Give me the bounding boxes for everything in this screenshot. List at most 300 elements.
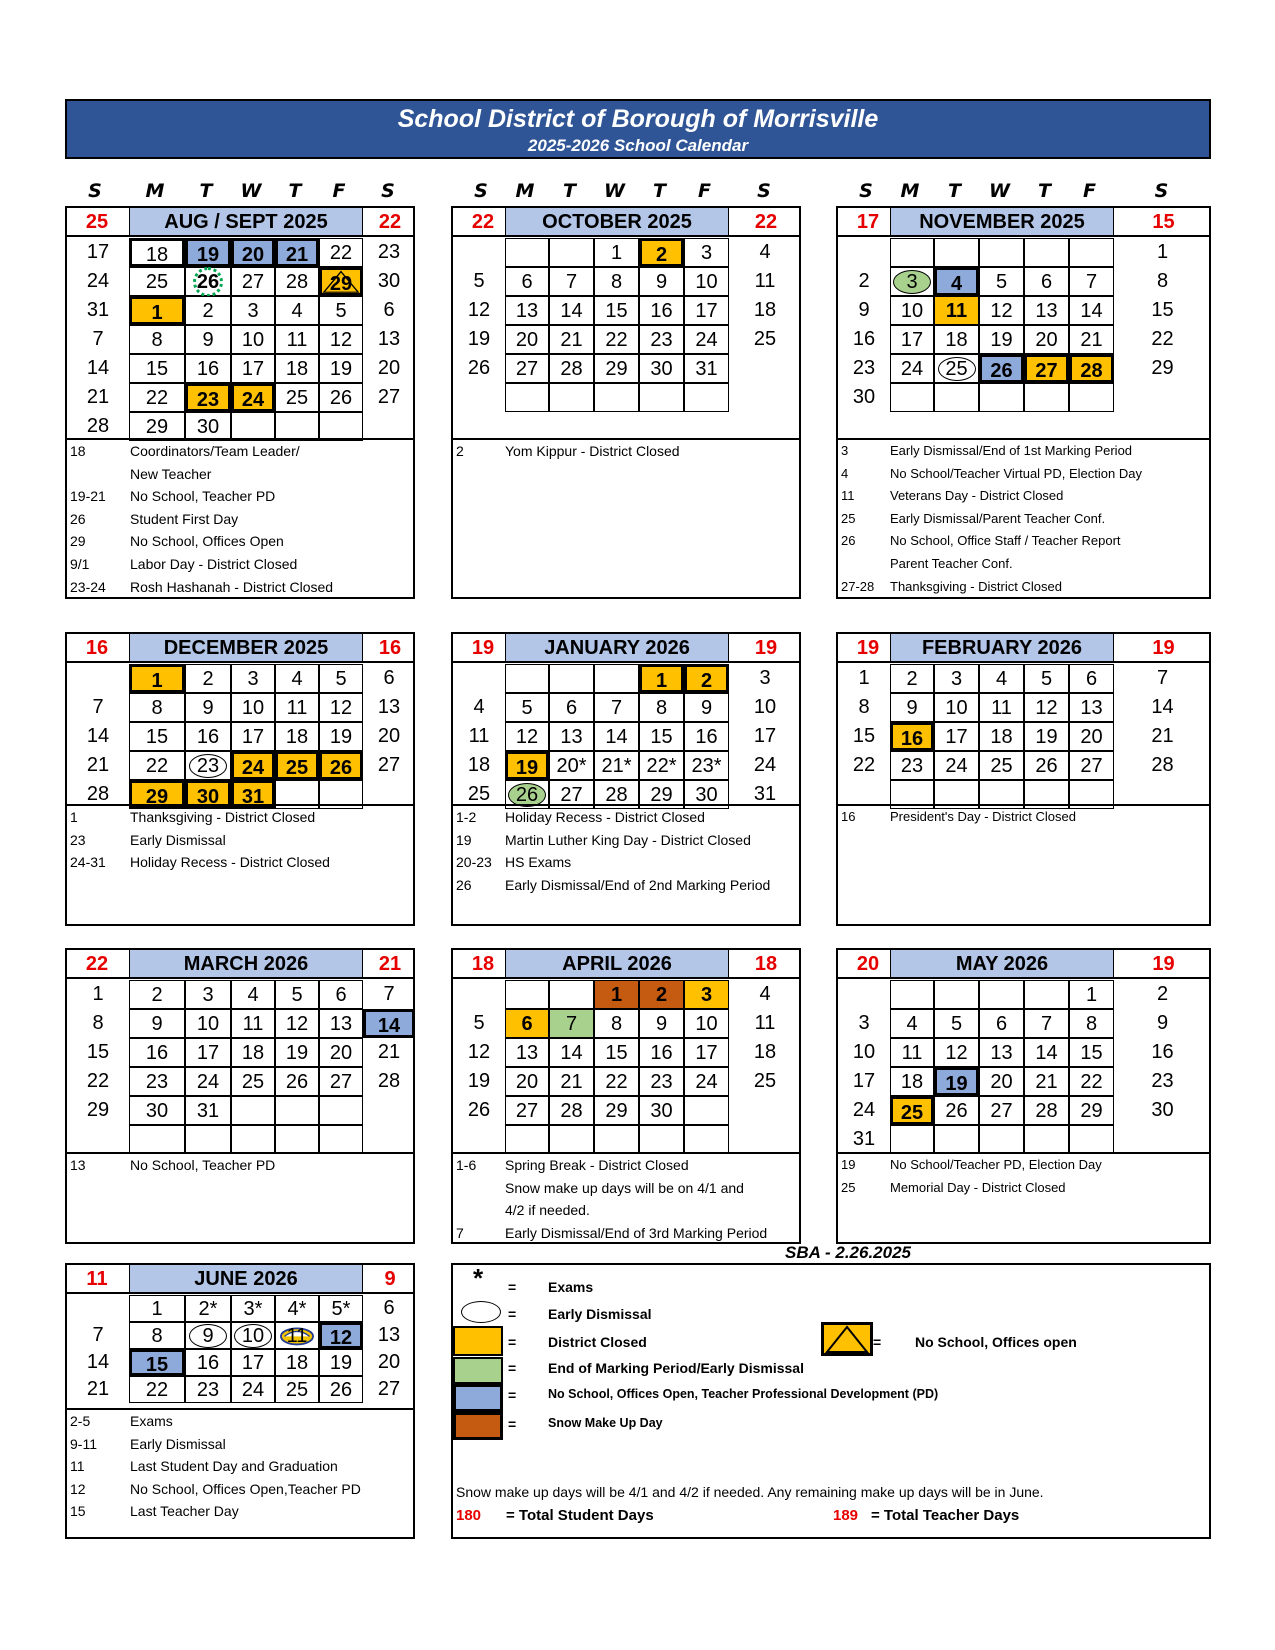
note-text: No School/Teacher Virtual PD, Election Day xyxy=(890,465,1142,481)
calendar-day xyxy=(838,980,890,1009)
calendar-day xyxy=(639,1067,684,1096)
calendar-day xyxy=(684,1067,729,1096)
day-number: 10 xyxy=(852,1041,876,1063)
day-number: 22 xyxy=(1151,328,1174,350)
calendar-day xyxy=(67,383,129,412)
legend-eq: = xyxy=(508,1306,517,1322)
calendar-day xyxy=(453,1125,505,1154)
calendar-day xyxy=(639,980,684,1009)
day-number: 5 xyxy=(521,697,533,719)
calendar-day xyxy=(275,1349,319,1376)
calendar-day xyxy=(185,1376,231,1403)
day-number: 18 xyxy=(285,726,309,748)
weekday-letter: T xyxy=(199,180,213,202)
calendar-day xyxy=(934,383,979,412)
day-number: 6 xyxy=(521,1013,533,1035)
day-number: 20 xyxy=(377,1351,401,1373)
calendar-day xyxy=(319,751,363,780)
note-text: New Teacher xyxy=(130,465,212,482)
day-number: 7 xyxy=(92,328,104,350)
calendar-day xyxy=(934,664,979,693)
calendar-day xyxy=(890,722,934,751)
day-number: 20 xyxy=(329,1042,353,1064)
day-number: 22* xyxy=(646,755,677,777)
calendar-day xyxy=(453,325,505,354)
day-number: 26 xyxy=(329,1379,353,1401)
calendar-day xyxy=(594,1125,639,1154)
day-number: 23 xyxy=(650,329,673,351)
calendar-day xyxy=(934,267,979,296)
calendar-day xyxy=(129,1096,185,1125)
calendar-day xyxy=(594,325,639,354)
day-number: 7 xyxy=(92,1324,104,1346)
note-text: Yom Kippur - District Closed xyxy=(505,443,680,459)
day-number: 26 xyxy=(329,757,353,779)
calendar-day xyxy=(363,1125,415,1154)
calendar-day xyxy=(1024,722,1069,751)
note-date: 11 xyxy=(841,488,855,504)
student-day-count: 16 xyxy=(85,637,109,659)
day-number: 12 xyxy=(990,300,1013,322)
calendar-day xyxy=(979,693,1024,722)
calendar-day xyxy=(505,1038,549,1067)
calendar-day xyxy=(319,1038,363,1067)
calendar-day xyxy=(231,1096,275,1125)
snow-day-swatch xyxy=(453,1412,503,1440)
calendar-day xyxy=(1024,664,1069,693)
day-number: 3 xyxy=(950,668,963,690)
note-text: President's Day - District Closed xyxy=(890,809,1076,824)
day-number: 13 xyxy=(377,696,401,718)
calendar-day xyxy=(363,412,415,441)
day-number: 21 xyxy=(86,386,110,408)
calendar-day xyxy=(838,1125,890,1154)
day-number: 18 xyxy=(945,329,968,351)
calendar-day xyxy=(363,296,415,325)
day-number: 19 xyxy=(990,329,1013,351)
calendar-day xyxy=(934,354,979,383)
day-number: 13 xyxy=(990,1042,1013,1064)
day-number: 3 xyxy=(247,300,259,322)
calendar-day xyxy=(1069,296,1114,325)
day-number: 19 xyxy=(467,328,491,350)
calendar-day xyxy=(185,1038,231,1067)
weekday-letter: S xyxy=(474,180,488,202)
day-number: 12 xyxy=(1035,697,1058,719)
note-text: Memorial Day - District Closed xyxy=(890,1179,1066,1195)
day-number: 16 xyxy=(650,300,673,322)
legend-end-marking: End of Marking Period/Early Dismissal xyxy=(548,1360,804,1376)
calendar-day xyxy=(67,751,129,780)
day-number: 9 xyxy=(202,697,214,719)
day-number: 15 xyxy=(605,1042,628,1064)
calendar-day xyxy=(275,1295,319,1322)
day-number: 26 xyxy=(1035,755,1058,777)
day-number: 11 xyxy=(754,1012,776,1034)
calendar-day xyxy=(639,1009,684,1038)
calendar-day xyxy=(838,238,890,267)
day-number: 29 xyxy=(650,784,673,806)
note-date: 26 xyxy=(841,533,856,549)
note-date: 9/1 xyxy=(70,556,90,572)
day-number: 3 xyxy=(700,242,713,264)
calendar-day xyxy=(453,693,505,722)
calendar-day xyxy=(549,722,594,751)
calendar-day xyxy=(453,664,505,693)
note-row xyxy=(453,874,799,896)
day-number: 13 xyxy=(1035,300,1058,322)
calendar-day xyxy=(934,325,979,354)
calendar-day xyxy=(505,980,549,1009)
calendar-day xyxy=(838,325,890,354)
note-row xyxy=(838,1154,1209,1176)
calendar-day xyxy=(129,354,185,383)
day-number: 23 xyxy=(145,1071,169,1093)
day-number: 12 xyxy=(329,329,353,351)
note-date: 23 xyxy=(70,831,86,848)
calendar-day xyxy=(979,325,1024,354)
day-number: 7 xyxy=(1040,1013,1053,1035)
teacher-day-count: 22 xyxy=(378,211,402,233)
weekday-letter: T xyxy=(1038,180,1051,202)
calendar-day xyxy=(319,980,363,1009)
day-number: 18 xyxy=(990,726,1013,748)
calendar-day xyxy=(1069,354,1114,383)
note-date: 19 xyxy=(841,1157,856,1172)
note-date: 26 xyxy=(456,876,472,893)
day-number: 8 xyxy=(610,271,623,293)
calendar-day xyxy=(363,1376,415,1403)
day-number: 16 xyxy=(900,728,924,750)
calendar-day xyxy=(838,1009,890,1038)
day-number: 15 xyxy=(145,726,169,748)
calendar-day xyxy=(684,296,729,325)
calendar-day xyxy=(67,722,129,751)
calendar-day xyxy=(129,1067,185,1096)
calendar-day xyxy=(838,267,890,296)
calendar-day xyxy=(838,722,890,751)
day-number: 4* xyxy=(287,1298,307,1320)
note-date: 1-2 xyxy=(456,809,477,825)
note-date: 1 xyxy=(70,809,78,825)
calendar-day xyxy=(979,1009,1024,1038)
district-title: School District of Borough of Morrisville xyxy=(397,105,879,133)
note-text: Student First Day xyxy=(130,510,239,527)
day-number: 7 xyxy=(383,983,395,1005)
calendar-day xyxy=(275,325,319,354)
day-number: 21 xyxy=(1080,329,1103,351)
day-number: 11 xyxy=(242,1013,264,1035)
day-number: 17 xyxy=(86,241,110,263)
day-number: 30 xyxy=(145,1100,169,1122)
legend-snow: Snow Make Up Day xyxy=(548,1416,663,1430)
calendar-day xyxy=(549,325,594,354)
day-number: 22 xyxy=(852,754,876,776)
day-number: 22 xyxy=(1080,1071,1103,1093)
weekday-letter: S xyxy=(88,180,102,202)
month-panel xyxy=(65,948,415,1244)
calendar-day xyxy=(549,354,594,383)
day-number: 11 xyxy=(991,697,1012,719)
calendar-day xyxy=(729,693,801,722)
day-number: 24 xyxy=(945,755,968,777)
day-number: 25 xyxy=(285,757,309,779)
day-number: 23 xyxy=(852,357,876,379)
note-text: Veterans Day - District Closed xyxy=(890,488,1064,504)
calendar-day xyxy=(729,1125,801,1154)
day-number: 18 xyxy=(467,754,491,776)
calendar-day xyxy=(549,238,594,267)
day-number: 10 xyxy=(753,696,777,718)
day-number: 27 xyxy=(241,271,265,293)
day-number: 26 xyxy=(467,357,491,379)
day-number: 6 xyxy=(521,271,533,293)
day-number: 23 xyxy=(196,1379,220,1401)
weekday-letter: T xyxy=(653,180,666,202)
day-number: 28 xyxy=(377,1070,401,1092)
calendar-day xyxy=(67,354,129,383)
calendar-day xyxy=(979,267,1024,296)
month-panel xyxy=(836,632,1211,926)
note-row xyxy=(67,576,413,598)
day-number: 24 xyxy=(241,1379,265,1401)
calendar-day xyxy=(231,354,275,383)
calendar-day xyxy=(129,1009,185,1038)
teacher-day-count: 9 xyxy=(384,1268,396,1290)
day-number: 17 xyxy=(852,1070,876,1092)
calendar-day xyxy=(231,1322,275,1349)
day-number: 11 xyxy=(754,270,776,292)
calendar-day xyxy=(185,267,231,296)
student-day-count: 20 xyxy=(856,953,880,975)
calendar-day xyxy=(549,296,594,325)
day-number: 16 xyxy=(650,1042,673,1064)
calendar-day xyxy=(639,325,684,354)
note-row xyxy=(67,1500,413,1522)
day-number: 26 xyxy=(329,387,353,409)
day-number: 24 xyxy=(241,389,265,411)
calendar-day xyxy=(684,1125,729,1154)
calendar-day xyxy=(594,238,639,267)
day-number: 8 xyxy=(1085,1013,1098,1035)
day-number: 21 xyxy=(86,754,110,776)
day-number: 22 xyxy=(145,755,169,777)
calendar-day xyxy=(275,267,319,296)
day-number: 13 xyxy=(515,300,539,322)
note-row xyxy=(838,553,1209,575)
day-number: 1 xyxy=(610,242,623,264)
note-text: Early Dismissal/End of 3rd Marking Period xyxy=(505,1224,768,1241)
calendar-day xyxy=(594,751,639,780)
month-title: MAY 2026 xyxy=(890,950,1114,978)
calendar-day xyxy=(231,383,275,412)
note-row xyxy=(838,530,1209,552)
note-row xyxy=(453,806,799,828)
day-number: 7 xyxy=(565,1013,578,1035)
calendar-day xyxy=(67,1349,129,1376)
sba-date: SBA - 2.26.2025 xyxy=(785,1243,911,1262)
note-date: 15 xyxy=(70,1503,86,1520)
day-number: 20 xyxy=(1035,329,1058,351)
teacher-days-total: 189 xyxy=(833,1507,859,1524)
month-title: DECEMBER 2025 xyxy=(129,634,363,662)
calendar-day xyxy=(275,722,319,751)
calendar-day xyxy=(979,1038,1024,1067)
calendar-day xyxy=(363,751,415,780)
day-number: 18 xyxy=(145,244,169,266)
legend-district-closed: District Closed xyxy=(548,1334,647,1350)
calendar-day xyxy=(319,1376,363,1403)
day-number: 27 xyxy=(515,358,539,380)
calendar-day xyxy=(453,1038,505,1067)
calendar-day xyxy=(129,664,185,693)
day-number: 20 xyxy=(241,244,265,266)
calendar-day xyxy=(129,1038,185,1067)
calendar-day xyxy=(319,296,363,325)
note-text: Thanksgiving - District Closed xyxy=(890,578,1062,594)
month-panel xyxy=(836,948,1211,1244)
weekday-letter: F xyxy=(332,180,346,202)
month-title: NOVEMBER 2025 xyxy=(890,208,1114,236)
day-number: 24 xyxy=(86,270,110,292)
calendar-day xyxy=(684,354,729,383)
day-number: 20 xyxy=(515,1071,539,1093)
day-number: 9 xyxy=(655,1013,668,1035)
calendar-day xyxy=(275,238,319,267)
day-number: 8 xyxy=(610,1013,623,1035)
day-number: 28 xyxy=(1151,754,1174,776)
day-number: 26 xyxy=(515,784,539,806)
calendar-day xyxy=(594,1067,639,1096)
day-number: 4 xyxy=(759,983,771,1005)
calendar-day xyxy=(729,296,801,325)
weekday-letter: M xyxy=(900,180,920,202)
day-number: 24 xyxy=(900,358,924,380)
day-number: 1 xyxy=(655,670,668,692)
day-number: 26 xyxy=(945,1100,968,1122)
note-date: 25 xyxy=(841,1179,856,1195)
calendar-day xyxy=(363,267,415,296)
day-number: 23 xyxy=(900,755,924,777)
calendar-day xyxy=(639,296,684,325)
student-day-count: 22 xyxy=(471,211,495,233)
calendar-day xyxy=(231,1376,275,1403)
calendar-day xyxy=(453,1009,505,1038)
calendar-day xyxy=(275,1009,319,1038)
day-number: 23 xyxy=(377,241,401,263)
day-number: 6 xyxy=(995,1013,1008,1035)
day-number: 24 xyxy=(196,1071,220,1093)
note-row xyxy=(453,829,799,851)
note-date: 7 xyxy=(456,1224,464,1241)
calendar-day xyxy=(505,1009,549,1038)
calendar-day xyxy=(934,1125,979,1154)
note-row xyxy=(67,1433,413,1455)
note-row xyxy=(453,1154,799,1176)
calendar-day xyxy=(319,722,363,751)
calendar-day xyxy=(185,1322,231,1349)
day-number: 2 xyxy=(906,668,918,690)
legend xyxy=(451,1263,1211,1539)
calendar-day xyxy=(319,1067,363,1096)
calendar-day xyxy=(185,412,231,441)
calendar-day xyxy=(890,267,934,296)
day-number: 21 xyxy=(285,244,309,266)
weekday-letter: W xyxy=(989,180,1010,202)
note-row xyxy=(453,851,799,873)
legend-eq: = xyxy=(508,1387,517,1403)
day-number: 21 xyxy=(86,1378,110,1400)
calendar-day xyxy=(684,238,729,267)
day-number: 13 xyxy=(329,1013,353,1035)
calendar-day xyxy=(453,267,505,296)
calendar-day xyxy=(185,238,231,267)
note-text: Early Dismissal xyxy=(130,1435,226,1452)
calendar-day xyxy=(67,1096,129,1125)
day-number: 30 xyxy=(1151,1099,1174,1121)
calendar-banner xyxy=(65,99,1211,159)
note-date: 16 xyxy=(841,809,856,824)
calendar-day xyxy=(979,354,1024,383)
day-number: 4 xyxy=(473,696,485,718)
day-number: 30 xyxy=(650,358,673,380)
calendar-day xyxy=(453,354,505,383)
day-number: 19 xyxy=(196,244,220,266)
calendar-day xyxy=(838,354,890,383)
day-number: 29 xyxy=(1151,357,1174,379)
calendar-day xyxy=(594,383,639,412)
month-panel xyxy=(836,206,1211,599)
calendar-day xyxy=(890,383,934,412)
day-number: 18 xyxy=(285,1352,309,1374)
calendar-day xyxy=(639,664,684,693)
note-text: Rosh Hashanah - District Closed xyxy=(130,578,334,595)
calendar-day xyxy=(129,267,185,296)
calendar-day xyxy=(129,325,185,354)
calendar-day xyxy=(67,1295,129,1322)
note-date: 23-24 xyxy=(70,578,106,595)
calendar-day xyxy=(363,1038,415,1067)
note-row xyxy=(453,1199,799,1221)
day-number: 28 xyxy=(1080,360,1103,382)
day-number: 18 xyxy=(753,299,777,321)
day-number: 19 xyxy=(467,1070,491,1092)
weekday-letter: F xyxy=(698,180,711,202)
calendar-day xyxy=(275,693,319,722)
calendar-day xyxy=(129,751,185,780)
weekday-letter: S xyxy=(381,180,395,202)
calendar-day xyxy=(729,664,801,693)
day-number: 7 xyxy=(1156,667,1169,689)
day-number: 26 xyxy=(467,1099,491,1121)
calendar-day xyxy=(453,722,505,751)
day-number: 14 xyxy=(1151,696,1174,718)
calendar-day xyxy=(549,1096,594,1125)
calendar-day xyxy=(275,383,319,412)
calendar-day xyxy=(639,354,684,383)
day-number: 16 xyxy=(695,726,718,748)
calendar-day xyxy=(1024,693,1069,722)
calendar-day xyxy=(934,1009,979,1038)
calendar-day xyxy=(67,1038,129,1067)
day-number: 1 xyxy=(151,1298,163,1320)
calendar-day xyxy=(729,1009,801,1038)
day-number: 14 xyxy=(560,1042,583,1064)
day-number: 29 xyxy=(145,786,169,808)
day-number: 2 xyxy=(151,984,163,1006)
note-text: Last Student Day and Graduation xyxy=(130,1458,338,1475)
calendar-day xyxy=(594,980,639,1009)
